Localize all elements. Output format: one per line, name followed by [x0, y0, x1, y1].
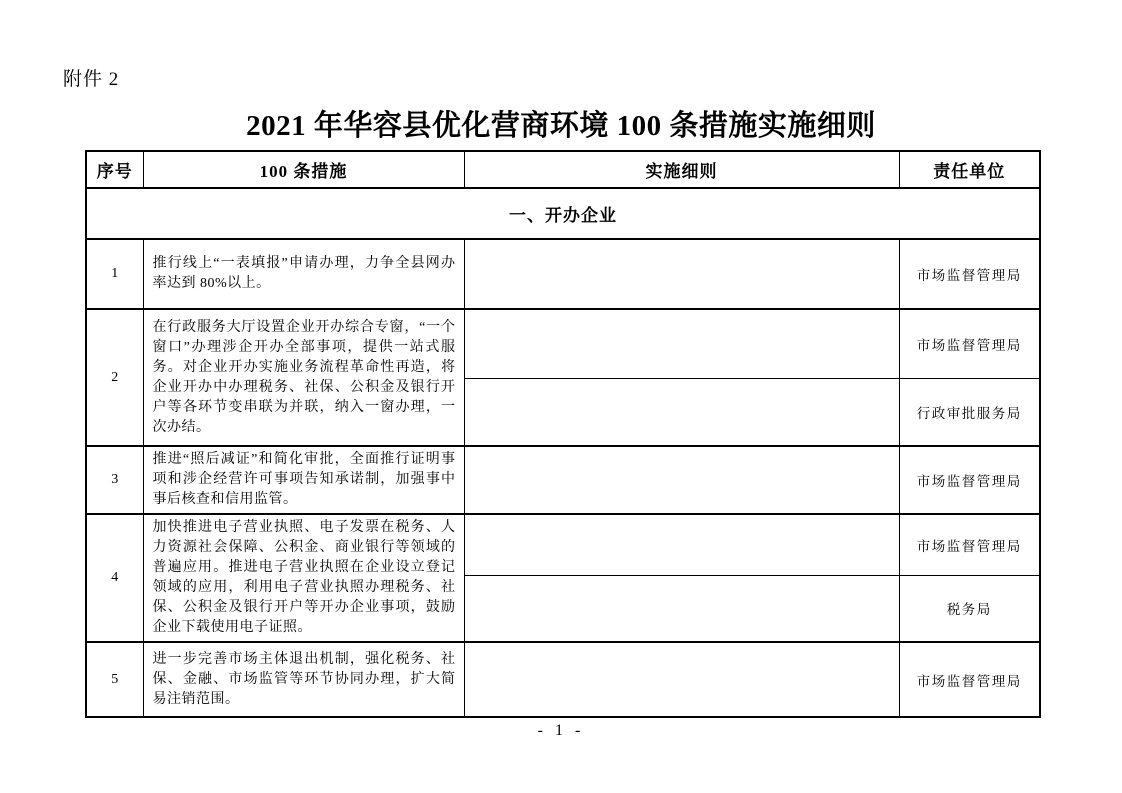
- row-detail: [464, 642, 899, 717]
- table-row: [86, 514, 1040, 575]
- row-seq: 2: [86, 309, 143, 446]
- row-seq: 5: [86, 642, 143, 717]
- table-row: [86, 239, 1040, 309]
- measures-table: [85, 150, 1041, 718]
- row-detail: [464, 378, 899, 446]
- row-detail: [464, 446, 899, 514]
- row-measure: 加快推进电子营业执照、电子发票在税务、人力资源社会保障、公积金、商业银行等领域的普遍应用。推进电子营业执照在企业设立登记领域的应用，利用电子营业执照办理税务、社保、公积金及银行开户等开办企业事项，鼓励企业下载使用电子证照。: [143, 514, 464, 642]
- page-title: 2021 年华容县优化营商环境 100 条措施实施细则: [246, 110, 876, 142]
- section-title: 一、开办企业: [86, 188, 1040, 239]
- table-header-row: [86, 151, 1040, 188]
- row-measure: 进一步完善市场主体退出机制，强化税务、社保、金融、市场监管等环节协同办理，扩大简易注销范围。: [143, 642, 464, 717]
- row-unit: 市场监督管理局: [899, 514, 1040, 575]
- row-measure: 推进“照后减证”和简化审批，全面推行证明事项和涉企经营许可事项告知承诺制，加强事中事后核查和信用监管。: [143, 446, 464, 514]
- row-detail: [464, 309, 899, 378]
- row-unit: 税务局: [899, 575, 1040, 642]
- table-row: [86, 446, 1040, 514]
- row-measure: 推行线上“一表填报”申请办理，力争全县网办率达到 80%以上。: [143, 239, 464, 309]
- row-detail: [464, 575, 899, 642]
- header-seq: 序号: [86, 151, 143, 188]
- row-unit: 市场监督管理局: [899, 642, 1040, 717]
- row-seq: 1: [86, 239, 143, 309]
- section-row: [86, 188, 1040, 239]
- row-seq: 3: [86, 446, 143, 514]
- row-unit: 市场监督管理局: [899, 309, 1040, 378]
- header-details: 实施细则: [464, 151, 899, 188]
- attachment-label: 附件 2: [63, 69, 120, 90]
- row-unit: 市场监督管理局: [899, 446, 1040, 514]
- table-row: [86, 309, 1040, 378]
- table-row: [86, 642, 1040, 717]
- row-seq: 4: [86, 514, 143, 642]
- row-detail: [464, 514, 899, 575]
- page-number: - 1 -: [537, 722, 585, 739]
- row-unit: 市场监督管理局: [899, 239, 1040, 309]
- row-measure: 在行政服务大厅设置企业开办综合专窗，“一个窗口”办理涉企开办全部事项，提供一站式服务。对企业开办实施业务流程革命性再造，将企业开办中办理税务、社保、公积金及银行开户等各环节变串联为并联，纳入一窗办理，一次办结。: [143, 309, 464, 446]
- row-unit: 行政审批服务局: [899, 378, 1040, 446]
- header-unit: 责任单位: [899, 151, 1040, 188]
- row-detail: [464, 239, 899, 309]
- header-measures: 100 条措施: [143, 151, 464, 188]
